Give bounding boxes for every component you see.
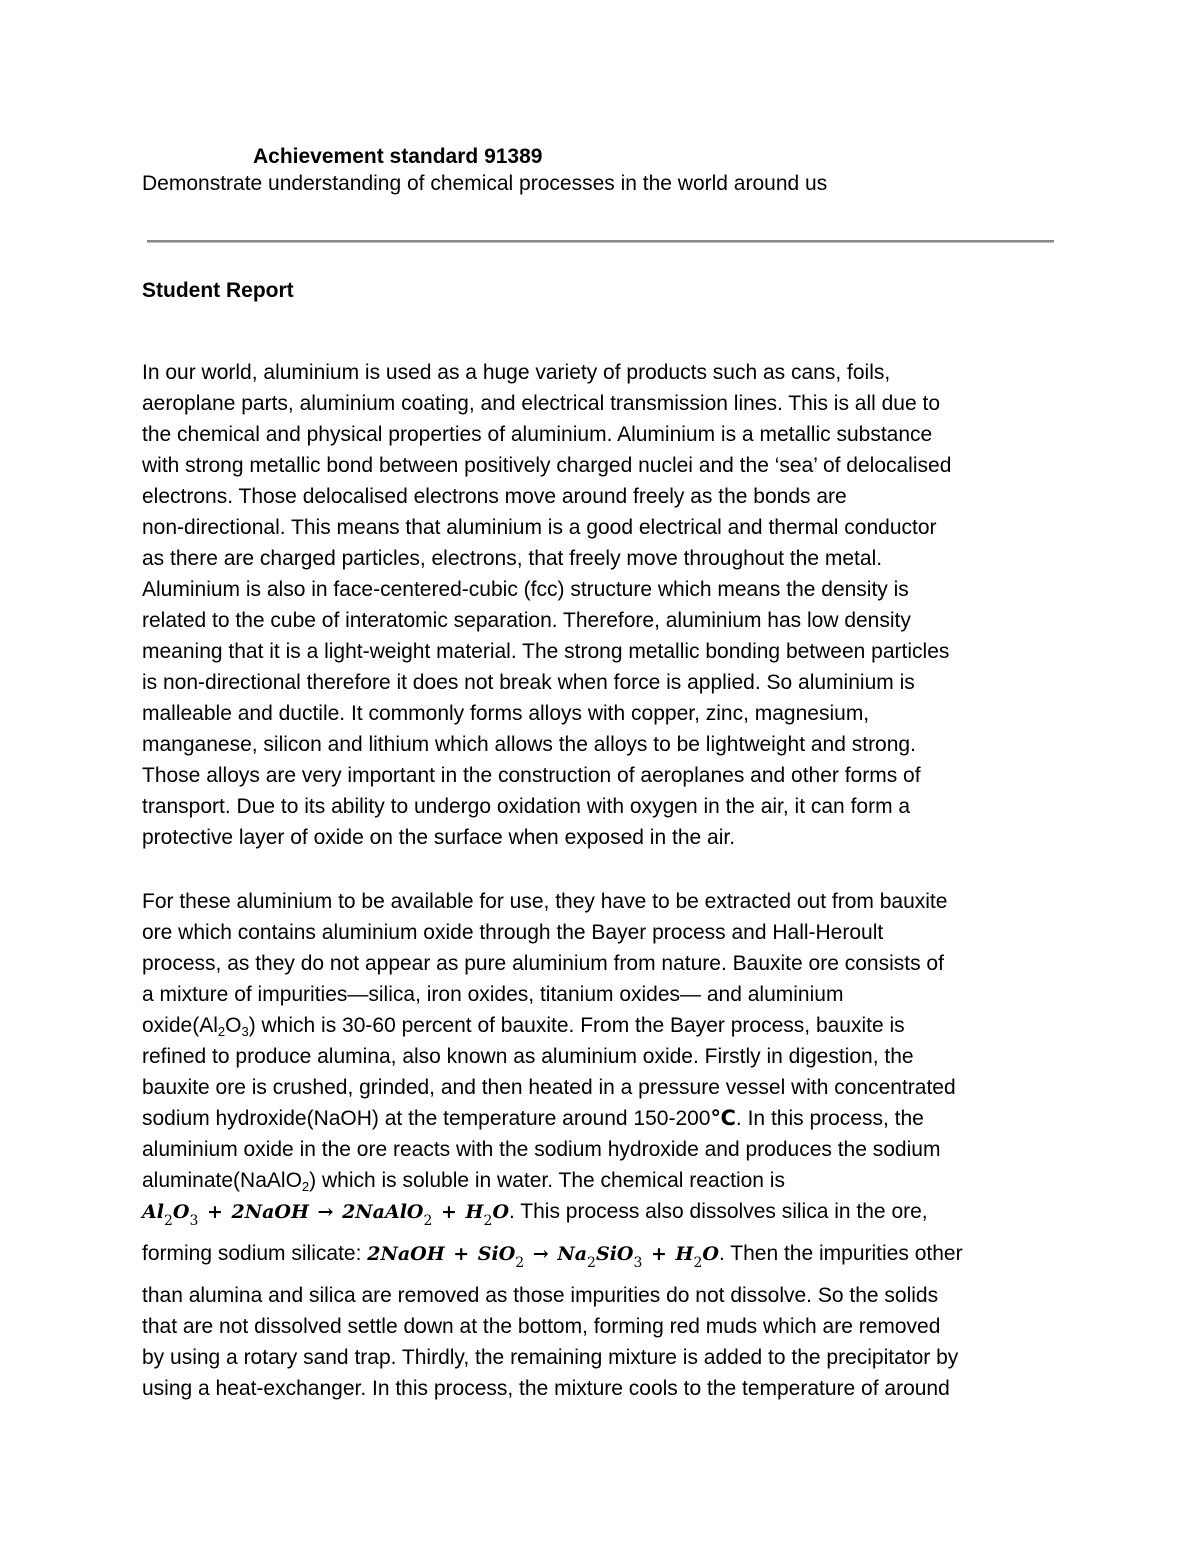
text-line: aluminium oxide in the ore reacts with the sodium hydroxide and produces the sodium [142, 1138, 941, 1161]
text-line [142, 1165, 963, 1196]
text-line: protective layer of oxide on the surface when exposed in the air. [142, 826, 736, 849]
text-run: ) which is soluble in water. The chemical reaction is [309, 1169, 785, 1192]
paragraph-extraction [142, 886, 963, 1404]
text-line: with strong metallic bond between positively charged nuclei and the ‘sea’ of delocalised [142, 454, 952, 477]
text-run: . In this process, the [735, 1107, 924, 1130]
text-line: aeroplane parts, aluminium coating, and electrical transmission lines. This is all due to [142, 392, 941, 415]
text-run: aluminate(NaAlO [142, 1169, 302, 1192]
text-line: transport. Due to its ability to undergo oxidation with oxygen in the air, it can form a [142, 795, 911, 818]
eq-term: + H [642, 1243, 694, 1265]
text-line [142, 1103, 963, 1134]
text-line: the chemical and physical properties of aluminium. Aluminium is a metallic substance [142, 423, 933, 446]
text-run: . This process also dissolves silica in the ore, [509, 1200, 928, 1223]
equation-digestion [142, 1201, 509, 1229]
text-line: as there are charged particles, electrons, that freely move throughout the metal. [142, 547, 883, 570]
subscript: 2 [217, 1024, 226, 1039]
text-run: O [225, 1014, 242, 1037]
eq-subscript: 2 [483, 1213, 493, 1229]
text-line: manganese, silicon and lithium which allows the alloys to be lightweight and strong. [142, 733, 916, 756]
celsius-symbol: ℃ [710, 1107, 736, 1130]
text-line: process, as they do not appear as pure aluminium from nature. Bauxite ore consists of [142, 952, 944, 975]
text-run: sodium hydroxide(NaOH) at the temperature around 150-200 [142, 1107, 711, 1130]
eq-term: O [172, 1201, 190, 1223]
text-line: a mixture of impurities—silica, iron oxides, titanium oxides— and aluminium [142, 983, 844, 1006]
text-line [142, 1010, 963, 1041]
text-line: meaning that it is a light-weight material. The strong metallic bonding between particles [142, 640, 950, 663]
eq-term: Al [142, 1201, 164, 1223]
text-line: that are not dissolved settle down at the bottom, forming red muds which are removed [142, 1315, 941, 1338]
text-line: by using a rotary sand trap. Thirdly, the remaining mixture is added to the precipitator by [142, 1346, 959, 1369]
horizontal-divider [147, 240, 1054, 243]
text-line-equation [142, 1238, 963, 1280]
eq-subscript: 2 [163, 1213, 173, 1229]
text-line: refined to produce alumina, also known as aluminium oxide. Firstly in digestion, the [142, 1045, 914, 1068]
standard-description: Demonstrate understanding of chemical processes in the world around us [142, 172, 828, 195]
text-line: ore which contains aluminium oxide through the Bayer process and Hall-Heroult [142, 921, 884, 944]
text-line: For these aluminium to be available for use, they have to be extracted out from bauxite [142, 890, 948, 913]
text-line: related to the cube of interatomic separation. Therefore, aluminium has low density [142, 609, 911, 632]
text-run: ) which is 30-60 percent of bauxite. From the Bayer process, bauxite is [248, 1014, 905, 1037]
text-line: In our world, aluminium is used as a huge variety of products such as cans, foils, [142, 361, 891, 384]
eq-term: + H [432, 1201, 484, 1223]
eq-subscript: 2 [587, 1255, 596, 1271]
text-line: non-directional. This means that aluminium is a good electrical and thermal conductor [142, 516, 937, 539]
text-run: forming sodium silicate: [142, 1242, 368, 1265]
text-line: bauxite ore is crushed, grinded, and then heated in a pressure vessel with concentrated [142, 1076, 956, 1099]
text-line: Those alloys are very important in the construction of aeroplanes and other forms of [142, 764, 921, 787]
subscript: 3 [241, 1024, 249, 1039]
text-line: Aluminium is also in face-centered-cubic (fcc) structure which means the density is [142, 578, 909, 601]
paragraph-properties [142, 357, 951, 853]
standard-title: Achievement standard 91389 [253, 145, 543, 168]
eq-term: + 2NaOH → 2NaAlO [198, 1201, 424, 1223]
eq-term: SiO [595, 1243, 634, 1265]
text-run: . Then the impurities other [718, 1242, 963, 1265]
eq-subscript: 3 [189, 1213, 199, 1229]
eq-term: O [492, 1201, 509, 1223]
eq-term: 2NaOH + SiO [367, 1243, 516, 1265]
eq-subscript: 2 [693, 1255, 703, 1271]
text-line: malleable and ductile. It commonly forms alloys with copper, zinc, magnesium, [142, 702, 870, 725]
text-line: than alumina and silica are removed as those impurities do not dissolve. So the solids [142, 1284, 939, 1307]
subscript: 2 [301, 1179, 310, 1194]
eq-subscript: 3 [633, 1255, 643, 1271]
eq-subscript: 2 [515, 1255, 525, 1271]
text-line: electrons. Those delocalised electrons move around freely as the bonds are [142, 485, 847, 508]
report-heading: Student Report [142, 279, 294, 302]
equation-silicate [367, 1243, 719, 1271]
text-line: is non-directional therefore it does not break when force is applied. So aluminium is [142, 671, 915, 694]
eq-subscript: 2 [423, 1213, 433, 1229]
text-line-equation [142, 1196, 963, 1238]
text-line: using a heat-exchanger. In this process, the mixture cools to the temperature of around [142, 1377, 950, 1400]
eq-term: → Na [524, 1243, 588, 1265]
text-run: oxide(Al [142, 1014, 218, 1037]
eq-term: O [702, 1243, 719, 1265]
